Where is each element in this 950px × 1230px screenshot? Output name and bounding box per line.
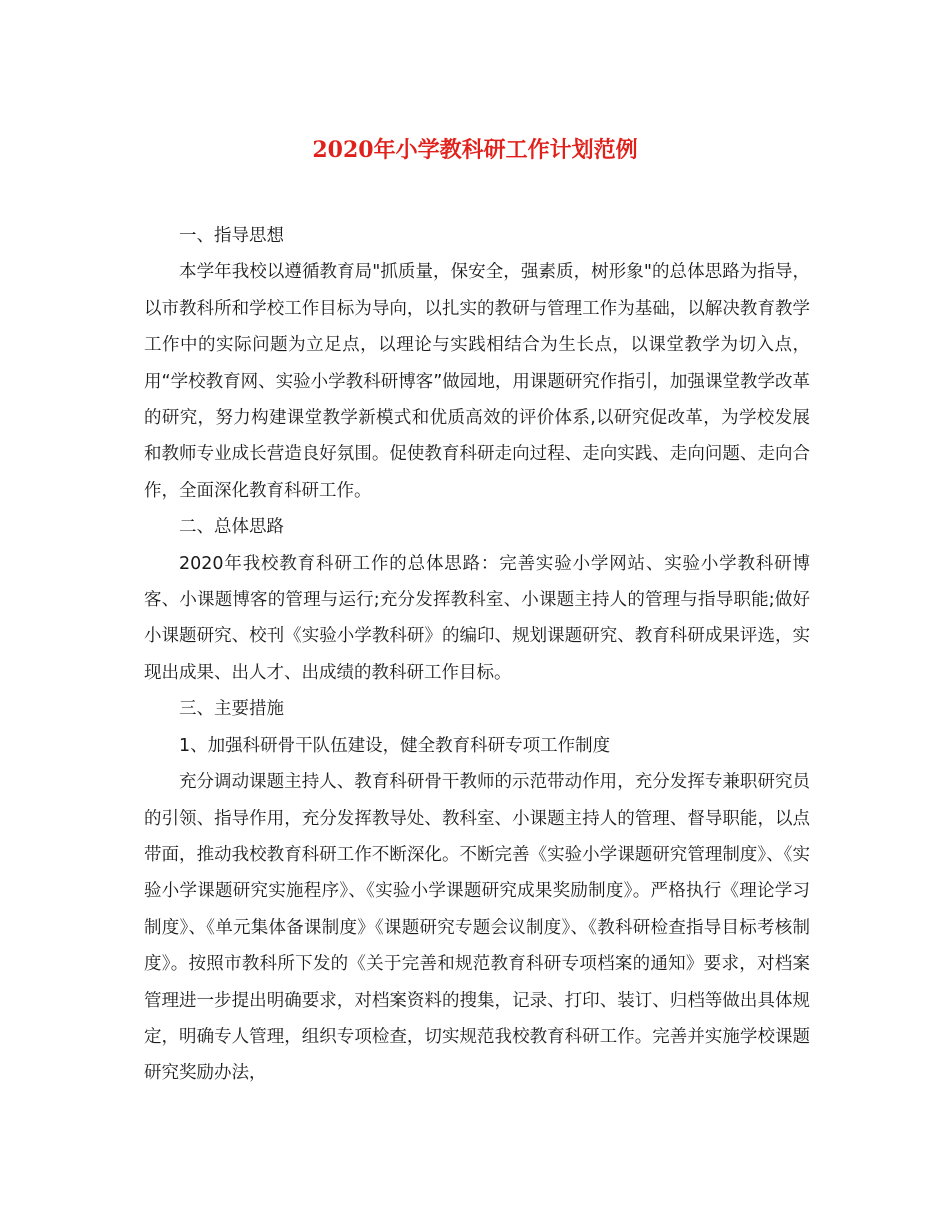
section-heading-guiding-ideology: 一、指导思想 [179,226,284,246]
paragraph-guiding-ideology: 本学年我校以遵循教育局"抓质量，保安全，强素质，树形象"的总体思路为指导，以市教科所和学校工作目标为导向，以扎实的教研与管理工作为基础，以解决教育教学工作中的实际问题为立足点，以理论与实践相结合为生长点，以课堂教学为切入点，用“学校教育网、实验小学教科研博客”做园地，用课题研究作指引，加强课堂教学改革的研究，努力构建课堂教学新模式和优质高效的评价体系,以研究促改革，为学校发展和教师专业成长营造良好氛围。促使教育科研走向过程、走向实践、走向问题、走向合作，全面深化教育科研工作。 [144,262,810,501]
paragraph-measure-1: 充分调动课题主持人、教育科研骨干教师的示范带动作用，充分发挥专兼职研究员的引领、指导作用，充分发挥教导处、教科室、小课题主持人的管理、督导职能，以点带面，推动我校教育科研工作不断深化。不断完善《实验小学课题研究管理制度》、《实验小学课题研究实施程序》、《实验小学课题研究成果奖励制度》。严格执行《理论学习制度》、《单元集体备课制度》《课题研究专题会议制度》、《教科研检查指导目标考核制度》。按照市教科所下发的《关于完善和规范教育科研专项档案的通知》要求，对档案管理进一步提出明确要求，对档案资料的搜集，记录、打印、装订、归档等做出具体规定，明确专人管理，组织专项检查，切实规范我校教育科研工作。完善并实施学校课题研究奖励办法， [144,772,810,1084]
section-heading-overall-approach: 二、总体思路 [179,517,284,538]
page-title: 2020年小学教科研工作计划范例 [312,137,638,163]
paragraph-overall-approach: 2020年我校教育科研工作的总体思路：完善实验小学网站、实验小学教科研博客、小课题博客的管理与运行;充分发挥教科室、小课题主持人的管理与指导职能;做好小课题研究、校刊《实验小学教科研》的编印、规划课题研究、教育科研成果评选，实现出成果、出人才、出成绩的教科研工作目标。 [144,553,810,683]
section-heading-main-measures: 三、主要措施 [179,699,284,720]
subheading-measure-1: 1、加强科研骨干队伍建设，健全教育科研专项工作制度 [179,735,611,756]
document-body [144,218,810,1092]
